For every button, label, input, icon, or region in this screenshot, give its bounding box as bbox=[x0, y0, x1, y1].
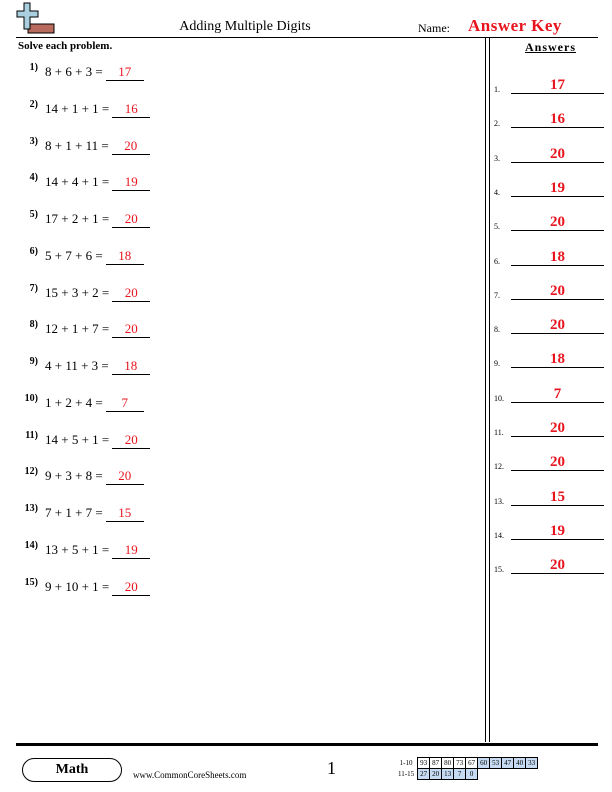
answer-key-row bbox=[494, 175, 604, 197]
problem-number: 8) bbox=[29, 319, 38, 331]
answer-key-number: 11. bbox=[494, 428, 504, 437]
expression-text: 8 + 6 + 3 = bbox=[45, 64, 103, 79]
answer-key-value: 18 bbox=[511, 249, 604, 266]
score-cell: 47 bbox=[502, 758, 514, 769]
problem-expression bbox=[45, 468, 144, 485]
problem-row bbox=[0, 466, 480, 488]
answer-key-row bbox=[494, 518, 604, 540]
answer-blank[interactable]: 20 bbox=[112, 211, 150, 228]
problem-row bbox=[0, 209, 480, 231]
score-row bbox=[396, 758, 538, 769]
answer-blank[interactable]: 18 bbox=[106, 248, 144, 265]
expression-text: 14 + 4 + 1 = bbox=[45, 174, 110, 190]
worksheet-title: Adding Multiple Digits bbox=[179, 19, 311, 34]
score-cell: 87 bbox=[430, 758, 442, 769]
answer-key-row bbox=[494, 244, 604, 266]
expression-text: 12 + 1 + 7 = bbox=[45, 321, 110, 337]
answer-blank[interactable]: 20 bbox=[112, 138, 150, 155]
answer-blank[interactable]: 19 bbox=[112, 174, 150, 191]
problem-expression bbox=[45, 358, 150, 375]
problem-expression bbox=[45, 505, 144, 522]
problem-row bbox=[0, 283, 480, 305]
expression-text: 5 + 7 + 6 = bbox=[45, 247, 103, 263]
problem-number: 15) bbox=[24, 576, 38, 588]
score-cell: 13 bbox=[442, 769, 454, 780]
problem-row bbox=[0, 393, 480, 415]
answer-key-value: 20 bbox=[511, 317, 604, 334]
score-row-label: 11-15 bbox=[398, 770, 415, 778]
problem-expression bbox=[45, 211, 150, 228]
score-cell: 40 bbox=[514, 758, 526, 769]
answer-key-value: 19 bbox=[511, 180, 604, 197]
answer-key-value: 19 bbox=[511, 523, 604, 540]
answer-key-row bbox=[494, 552, 604, 574]
problem-expression bbox=[45, 542, 150, 559]
expression-text: 14 + 5 + 1 = bbox=[45, 431, 110, 447]
header-divider bbox=[16, 37, 598, 38]
score-cell: 7 bbox=[454, 769, 466, 780]
page-number: 1 bbox=[327, 758, 336, 778]
answer-key-row bbox=[494, 209, 604, 231]
answer-key-row bbox=[494, 72, 604, 94]
answer-key-value: 20 bbox=[511, 420, 604, 437]
answer-key-row bbox=[494, 106, 604, 128]
column-divider bbox=[485, 37, 486, 742]
problem-row bbox=[0, 246, 480, 268]
answer-key-value: 16 bbox=[511, 111, 604, 128]
expression-text: 17 + 2 + 1 = bbox=[45, 211, 110, 226]
problem-row bbox=[0, 319, 480, 341]
problem-expression bbox=[45, 432, 150, 449]
answer-key-number: 6. bbox=[494, 256, 500, 266]
expression-text: 14 + 1 + 1 = bbox=[45, 100, 110, 116]
answer-key-number: 9. bbox=[494, 359, 500, 369]
answer-key-row bbox=[494, 141, 604, 163]
column-divider bbox=[489, 37, 490, 742]
expression-text: 13 + 5 + 1 = bbox=[45, 541, 110, 557]
score-row-label: 1-10 bbox=[399, 759, 413, 767]
plus-sign-logo-icon bbox=[16, 2, 58, 36]
answer-key-row bbox=[494, 484, 604, 506]
expression-text: 8 + 1 + 11 = bbox=[45, 137, 109, 153]
problem-row bbox=[0, 99, 480, 121]
problem-row bbox=[0, 503, 480, 525]
website-link[interactable]: www.CommonCoreSheets.com bbox=[133, 770, 247, 780]
problem-expression bbox=[45, 321, 150, 338]
answer-key-number: 14. bbox=[494, 530, 504, 540]
problem-number: 12) bbox=[24, 466, 38, 478]
problem-number: 5) bbox=[29, 209, 38, 220]
problem-number: 2) bbox=[29, 98, 38, 110]
answer-key-value: 20 bbox=[511, 283, 604, 300]
expression-text: 4 + 11 + 3 = bbox=[45, 358, 109, 373]
score-cell: 80 bbox=[442, 758, 454, 769]
answer-key-row bbox=[494, 449, 604, 471]
answer-key-number: 5. bbox=[494, 222, 500, 232]
problem-number: 3) bbox=[29, 135, 38, 147]
problem-expression bbox=[45, 64, 144, 81]
answer-blank[interactable]: 20 bbox=[112, 321, 150, 338]
problem-number: 9) bbox=[29, 356, 38, 367]
answer-blank[interactable]: 15 bbox=[106, 505, 144, 522]
expression-text: 9 + 10 + 1 = bbox=[45, 578, 110, 594]
answer-key-number: 10. bbox=[494, 393, 504, 403]
problem-expression bbox=[45, 248, 144, 265]
answer-key-number: 3. bbox=[494, 153, 500, 163]
problem-number: 11) bbox=[25, 429, 38, 441]
problem-expression bbox=[45, 174, 150, 191]
score-cell: 33 bbox=[526, 758, 538, 769]
answer-key-number: 12. bbox=[494, 462, 504, 472]
name-label: Name: bbox=[418, 21, 450, 35]
problem-row bbox=[0, 430, 480, 452]
answer-blank[interactable]: 18 bbox=[112, 358, 150, 375]
problem-row bbox=[0, 62, 480, 84]
answer-key-value: 20 bbox=[511, 146, 604, 163]
answer-blank[interactable]: 17 bbox=[106, 64, 144, 81]
answer-blank[interactable]: 20 bbox=[106, 468, 144, 485]
answer-blank[interactable]: 20 bbox=[112, 285, 150, 302]
problem-number: 10) bbox=[24, 392, 38, 404]
answers-heading: Answers bbox=[525, 40, 576, 54]
score-cell: 20 bbox=[430, 769, 442, 780]
answer-key-row bbox=[494, 312, 604, 334]
answer-blank[interactable]: 20 bbox=[112, 432, 150, 449]
answer-key-value: 7 bbox=[511, 386, 604, 403]
answer-key-value: 17 bbox=[511, 77, 604, 94]
answer-key-number: 1. bbox=[494, 85, 500, 94]
answer-key-row bbox=[494, 381, 604, 403]
score-cell: 53 bbox=[490, 758, 502, 769]
problem-number: 6) bbox=[29, 245, 38, 257]
subject-badge: Math bbox=[22, 758, 122, 782]
score-cell: 60 bbox=[478, 758, 490, 769]
answer-key-number: 15. bbox=[494, 565, 504, 575]
score-cell: 67 bbox=[466, 758, 478, 769]
problem-row bbox=[0, 136, 480, 158]
answer-key-value: 20 bbox=[511, 557, 604, 574]
answer-key-row bbox=[494, 346, 604, 368]
instructions: Solve each problem. bbox=[18, 40, 113, 52]
problem-number: 14) bbox=[24, 539, 38, 551]
answer-key-value: 18 bbox=[511, 351, 604, 368]
answer-blank[interactable]: 19 bbox=[112, 542, 150, 559]
problem-expression bbox=[45, 138, 150, 155]
problem-row bbox=[0, 172, 480, 194]
problem-expression bbox=[45, 395, 144, 412]
score-cell: 0 bbox=[466, 769, 478, 780]
problem-number: 1) bbox=[29, 62, 38, 73]
answer-key-number: 7. bbox=[494, 290, 500, 300]
score-cell: 73 bbox=[454, 758, 466, 769]
score-cell: 27 bbox=[418, 769, 430, 780]
problem-row bbox=[0, 356, 480, 378]
problem-number: 7) bbox=[29, 282, 38, 294]
expression-text: 15 + 3 + 2 = bbox=[45, 284, 110, 300]
answer-key-number: 13. bbox=[494, 496, 504, 506]
problem-row bbox=[0, 577, 480, 599]
problem-number: 13) bbox=[24, 503, 38, 514]
expression-text: 9 + 3 + 8 = bbox=[45, 468, 103, 484]
answer-key-row bbox=[494, 415, 604, 437]
answer-key-label: Answer Key bbox=[468, 16, 562, 35]
answer-key-number: 4. bbox=[494, 187, 500, 197]
expression-text: 7 + 1 + 7 = bbox=[45, 505, 103, 520]
problem-expression bbox=[45, 579, 150, 596]
problem-expression bbox=[45, 285, 150, 302]
expression-text: 1 + 2 + 4 = bbox=[45, 394, 103, 410]
score-table bbox=[396, 757, 538, 780]
answer-key-value: 20 bbox=[511, 454, 604, 471]
answer-key-value: 20 bbox=[511, 214, 604, 231]
answer-blank[interactable]: 16 bbox=[112, 101, 150, 118]
answer-blank[interactable]: 7 bbox=[106, 395, 144, 412]
answer-key-value: 15 bbox=[511, 489, 604, 506]
problem-row bbox=[0, 540, 480, 562]
problem-number: 4) bbox=[29, 172, 38, 184]
score-cell: 93 bbox=[418, 758, 430, 769]
answer-key-number: 2. bbox=[494, 119, 500, 129]
answer-key-row bbox=[494, 278, 604, 300]
problem-expression bbox=[45, 101, 150, 118]
answer-key-number: 8. bbox=[494, 325, 500, 335]
score-row bbox=[396, 769, 538, 780]
footer-divider bbox=[16, 743, 598, 746]
answer-blank[interactable]: 20 bbox=[112, 579, 150, 596]
